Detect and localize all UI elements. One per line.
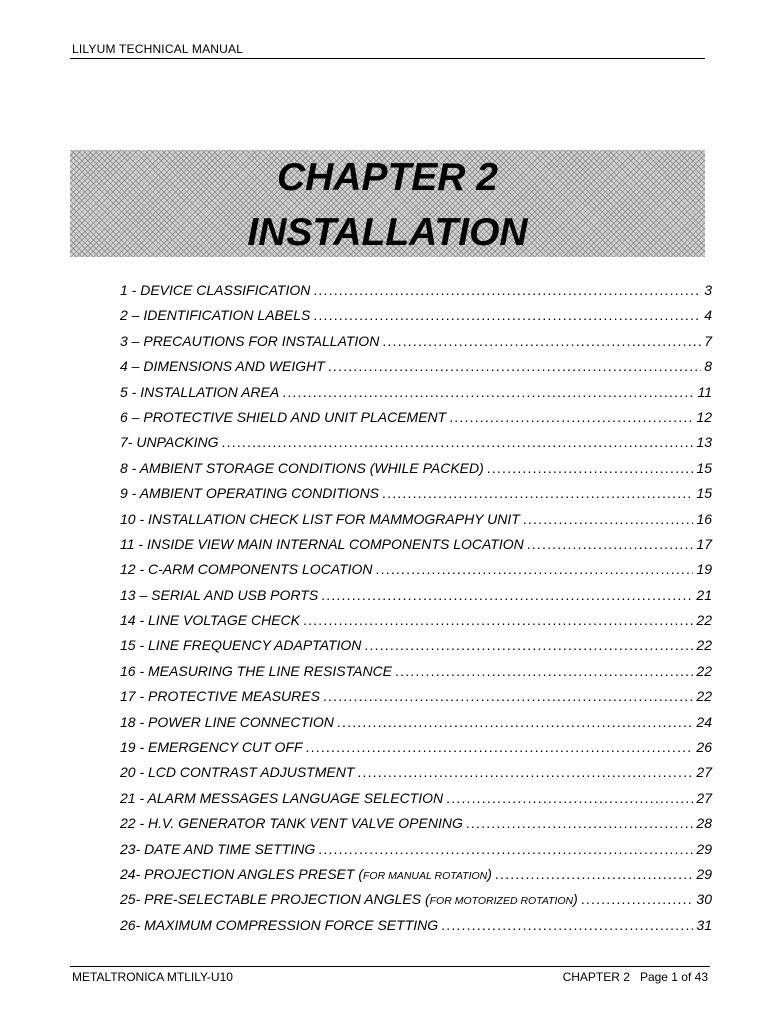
toc-page-number: 27 — [696, 789, 712, 806]
toc-entry[interactable] — [120, 917, 712, 942]
toc-entry-title — [120, 511, 520, 527]
toc-dot-leader — [323, 688, 693, 704]
toc-entry-title-text: 9 - AMBIENT OPERATING CONDITIONS — [120, 485, 380, 502]
toc-page-number: 13 — [696, 434, 712, 451]
footer-divider — [70, 966, 710, 967]
toc-entry-title — [120, 282, 310, 298]
toc-entry-title-qualifier: FOR MANUAL ROTATION — [362, 869, 488, 882]
toc-page-number: 19 — [696, 561, 712, 578]
toc-entry[interactable] — [120, 409, 712, 434]
toc-dot-leader — [303, 612, 693, 628]
toc-dot-leader — [376, 561, 694, 577]
toc-page-number: 15 — [696, 485, 712, 502]
toc-entry-title-text: 17 - PROTECTIVE MEASURES — [120, 688, 320, 705]
toc-dot-leader — [364, 637, 693, 653]
toc-entry-title — [120, 612, 300, 628]
table-of-contents — [120, 282, 712, 942]
toc-entry-title — [120, 688, 320, 704]
toc-dot-leader — [446, 790, 693, 806]
toc-entry-title — [120, 714, 334, 730]
toc-entry-title — [120, 536, 524, 552]
toc-entry-title-text: 11 - INSIDE VIEW MAIN INTERNAL COMPONENTS LOCATION — [120, 535, 524, 552]
toc-entry[interactable] — [120, 815, 712, 840]
toc-entry-title — [120, 460, 484, 476]
toc-entry-title — [120, 891, 578, 907]
toc-page-number: 29 — [696, 865, 712, 882]
toc-dot-leader — [382, 485, 693, 501]
toc-entry-title-text: 21 - ALARM MESSAGES LANGUAGE SELECTION — [120, 789, 444, 806]
toc-dot-leader — [527, 536, 694, 552]
toc-entry-title-end: ) — [487, 865, 492, 882]
toc-entry[interactable] — [120, 688, 712, 713]
toc-entry-title-text: 15 - LINE FREQUENCY ADAPTATION — [120, 637, 362, 654]
toc-page-number: 22 — [696, 612, 712, 629]
toc-entry[interactable] — [120, 764, 712, 789]
toc-page-number: 30 — [696, 891, 712, 908]
toc-page-number: 22 — [696, 688, 712, 705]
toc-entry-title-text: 10 - INSTALLATION CHECK LIST FOR MAMMOGRAPHY UNIT — [120, 510, 520, 527]
toc-dot-leader — [581, 891, 694, 907]
toc-entry-title-text: 14 - LINE VOLTAGE CHECK — [120, 612, 300, 629]
toc-entry-title — [120, 815, 463, 831]
toc-entry-title — [120, 917, 438, 933]
toc-entry[interactable] — [120, 866, 712, 891]
toc-entry-title-text: 8 - AMBIENT STORAGE CONDITIONS (WHILE PACKED) — [120, 459, 484, 476]
toc-entry[interactable] — [120, 536, 712, 561]
toc-entry[interactable] — [120, 282, 712, 307]
toc-entry-title-text: 25- PRE-SELECTABLE PROJECTION ANGLES ( — [120, 891, 430, 908]
toc-entry-title-text: 13 – SERIAL AND USB PORTS — [120, 586, 319, 603]
toc-entry-title-qualifier: FOR MOTORIZED ROTATION — [429, 895, 574, 908]
toc-dot-leader — [523, 511, 694, 527]
toc-page-number: 27 — [696, 764, 712, 781]
toc-entry-title — [120, 307, 310, 323]
toc-entry-title-text: 16 - MEASURING THE LINE RESISTANCE — [120, 662, 393, 679]
toc-entry-title-text: 20 - LCD CONTRAST ADJUSTMENT — [120, 764, 355, 781]
toc-entry-title — [120, 587, 318, 603]
toc-page-number: 24 — [696, 713, 712, 730]
toc-dot-leader — [328, 358, 701, 374]
toc-entry-title — [120, 358, 325, 374]
toc-entry-title-text: 26- MAXIMUM COMPRESSION FORCE SETTING — [120, 916, 439, 933]
toc-entry[interactable] — [120, 663, 712, 688]
toc-page-number: 12 — [696, 408, 712, 425]
toc-page-number: 26 — [696, 739, 712, 756]
toc-entry-title-text: 3 – PRECAUTIONS FOR INSTALLATION — [120, 332, 380, 349]
toc-entry-title — [120, 663, 392, 679]
toc-page-number: 28 — [696, 815, 712, 832]
footer-chapter: CHAPTER 2 — [562, 970, 630, 984]
toc-entry[interactable] — [120, 460, 712, 485]
toc-entry-title — [120, 409, 446, 425]
toc-page-number: 31 — [696, 916, 712, 933]
toc-entry-title — [120, 637, 361, 653]
toc-dot-leader — [357, 764, 693, 780]
toc-dot-leader — [441, 917, 693, 933]
toc-entry-title-text: 12 - C-ARM COMPONENTS LOCATION — [120, 561, 373, 578]
toc-entry[interactable] — [120, 511, 712, 536]
toc-entry[interactable] — [120, 790, 712, 815]
footer-page-info — [563, 970, 708, 984]
toc-page-number: 8 — [704, 358, 712, 375]
toc-dot-leader — [318, 841, 693, 857]
toc-entry-title-text: 4 – DIMENSIONS AND WEIGHT — [120, 358, 325, 375]
toc-entry-title-text: 6 – PROTECTIVE SHIELD AND UNIT PLACEMENT — [120, 408, 447, 425]
toc-entry-title-text: 5 - INSTALLATION AREA — [120, 383, 280, 400]
toc-entry[interactable] — [120, 333, 712, 358]
toc-entry-title — [120, 739, 303, 755]
toc-entry[interactable] — [120, 561, 712, 586]
toc-entry-title — [120, 485, 379, 501]
toc-dot-leader — [313, 307, 701, 323]
toc-page-number: 11 — [697, 383, 712, 400]
toc-entry[interactable] — [120, 485, 712, 510]
toc-dot-leader — [466, 815, 694, 831]
toc-entry-title — [120, 333, 379, 349]
toc-entry-title — [120, 764, 354, 780]
toc-page-number: 7 — [704, 332, 712, 349]
toc-page-number: 16 — [696, 510, 712, 527]
toc-entry-title — [120, 384, 279, 400]
toc-dot-leader — [306, 739, 694, 755]
toc-page-number: 15 — [696, 459, 712, 476]
chapter-title: INSTALLATION — [247, 211, 528, 254]
footer-document-id: METALTRONICA MTLILY-U10 — [72, 970, 233, 984]
toc-entry-title — [120, 866, 492, 882]
toc-entry[interactable] — [120, 891, 712, 916]
toc-page-number: 22 — [696, 637, 712, 654]
toc-entry-title — [120, 561, 373, 577]
toc-entry-title-text: 1 - DEVICE CLASSIFICATION — [120, 282, 311, 298]
toc-page-number: 29 — [696, 840, 712, 857]
toc-entry[interactable] — [120, 714, 712, 739]
toc-dot-leader — [222, 434, 694, 450]
toc-entry[interactable] — [120, 612, 712, 637]
toc-entry-title — [120, 841, 315, 857]
toc-entry-title-text: 23- DATE AND TIME SETTING — [120, 840, 316, 857]
toc-entry-title-text: 19 - EMERGENCY CUT OFF — [120, 739, 303, 756]
chapter-banner — [70, 150, 705, 257]
toc-dot-leader — [282, 384, 694, 400]
toc-entry[interactable] — [120, 358, 712, 383]
toc-page-number: 22 — [696, 662, 712, 679]
toc-dot-leader — [395, 663, 693, 679]
header-divider — [70, 58, 705, 59]
toc-dot-leader — [382, 333, 701, 349]
toc-page-number: 21 — [696, 586, 712, 603]
toc-entry-title-text: 2 – IDENTIFICATION LABELS — [120, 307, 311, 324]
toc-entry-title — [120, 434, 219, 450]
running-header: LILYUM TECHNICAL MANUAL — [72, 42, 244, 56]
toc-entry-title-text: 22 - H.V. GENERATOR TANK VENT VALVE OPENING — [120, 815, 463, 832]
footer-page-number: Page 1 of 43 — [639, 970, 708, 984]
toc-entry-title — [120, 790, 443, 806]
toc-page-number: 3 — [704, 282, 712, 298]
toc-dot-leader — [495, 866, 694, 882]
toc-dot-leader — [321, 587, 693, 603]
toc-page-number: 17 — [696, 535, 712, 552]
toc-dot-leader — [449, 409, 693, 425]
toc-entry[interactable] — [120, 587, 712, 612]
toc-entry-title-end: ) — [573, 891, 578, 908]
toc-entry-title-text: 7- UNPACKING — [120, 434, 219, 451]
toc-entry[interactable] — [120, 637, 712, 662]
toc-dot-leader — [337, 714, 694, 730]
toc-page-number: 4 — [704, 307, 712, 324]
toc-entry[interactable] — [120, 307, 712, 332]
toc-dot-leader — [313, 282, 701, 298]
toc-entry[interactable] — [120, 739, 712, 764]
toc-entry[interactable] — [120, 434, 712, 459]
chapter-number: CHAPTER 2 — [276, 156, 499, 199]
toc-entry[interactable] — [120, 841, 712, 866]
toc-entry-title-text: 24- PROJECTION ANGLES PRESET ( — [120, 865, 363, 882]
toc-entry[interactable] — [120, 384, 712, 409]
toc-entry-title-text: 18 - POWER LINE CONNECTION — [120, 713, 334, 730]
toc-dot-leader — [487, 460, 694, 476]
